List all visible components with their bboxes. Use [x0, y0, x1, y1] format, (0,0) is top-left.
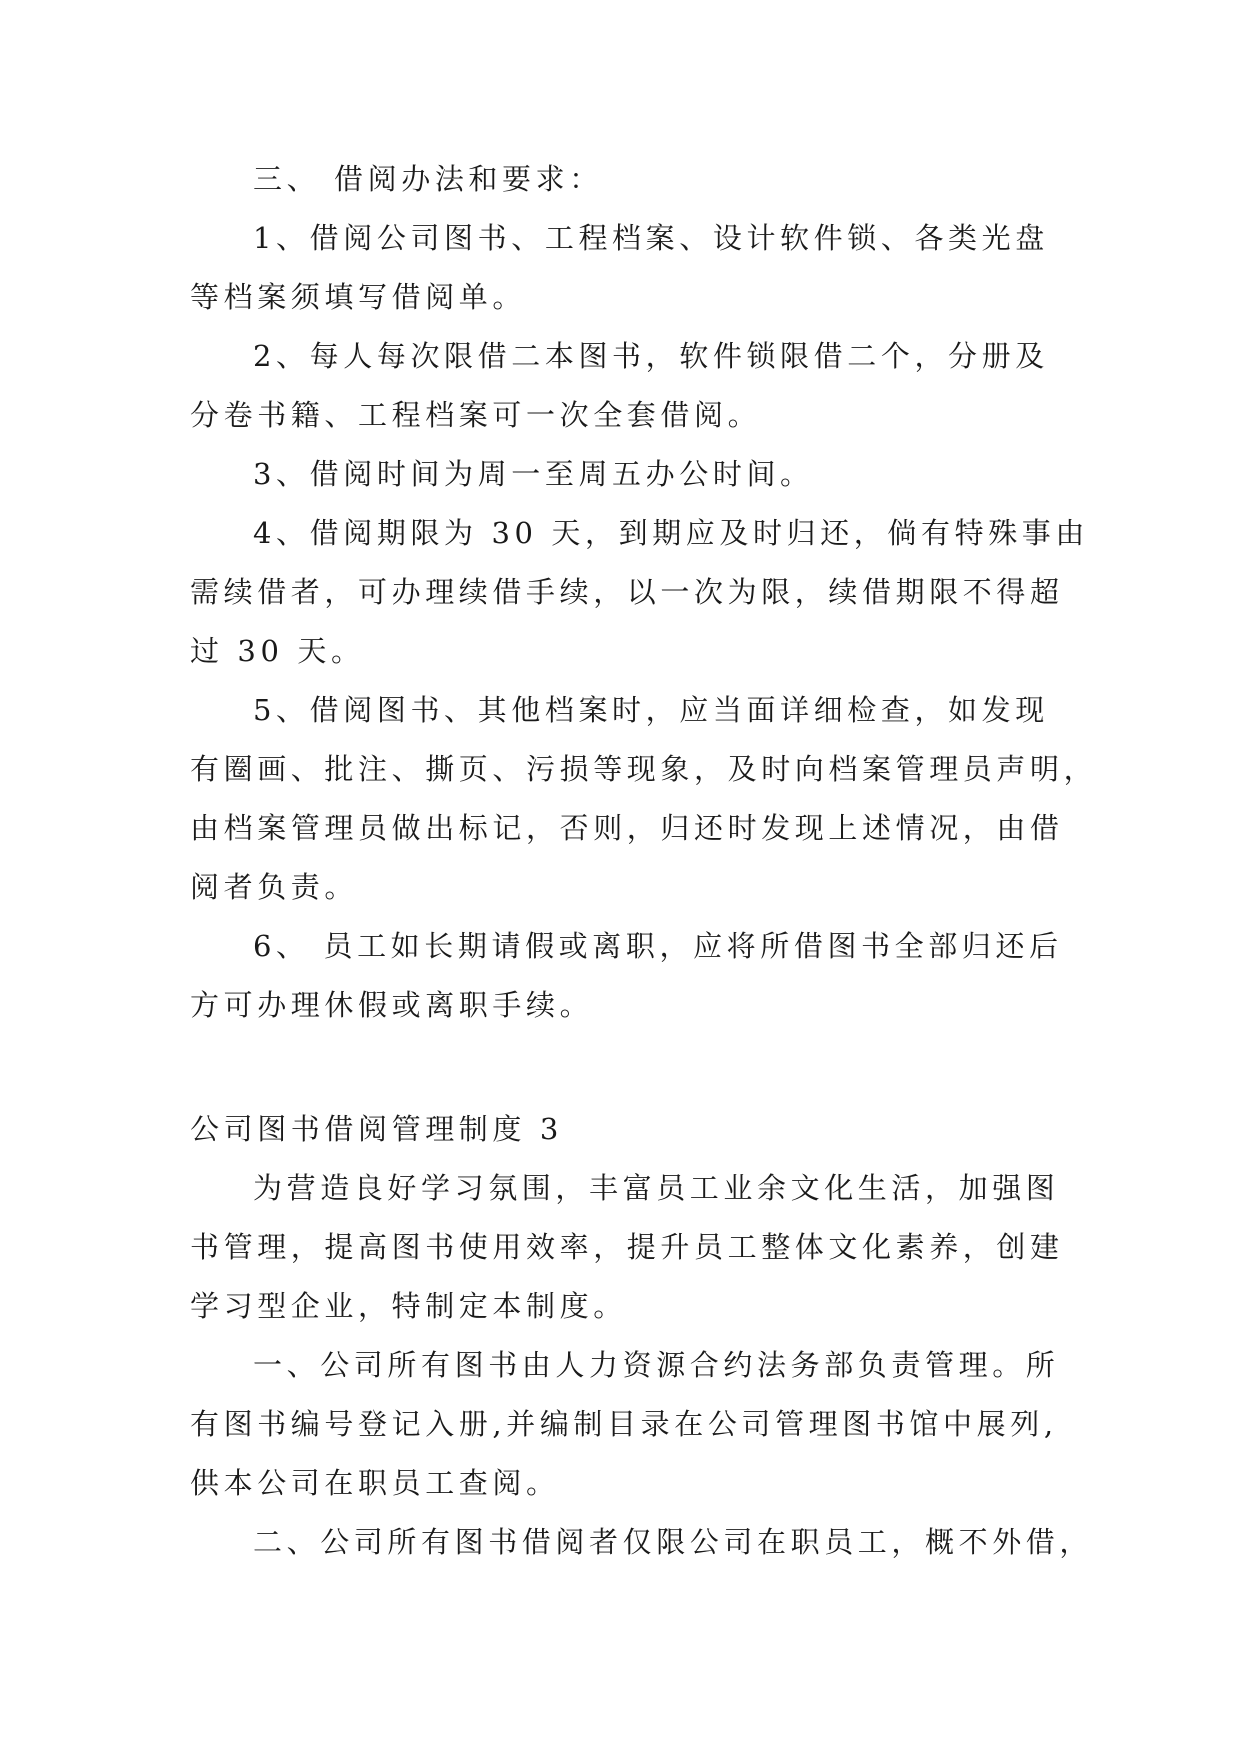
- rule-item-3-line-1: 3、借阅时间为周一至周五办公时间。: [253, 457, 814, 491]
- section-three-heading: [190, 150, 1050, 209]
- rule-item-5-line-2: 有圈画、批注、撕页、污损等现象，及时向档案管理员声明，: [190, 752, 1098, 786]
- rule-item-5-line-4: 阅者负责。: [190, 870, 359, 904]
- rule-one-paragraph: [190, 1336, 1060, 1513]
- rule-item-4-line-3: 过 30 天。: [190, 634, 365, 668]
- heading-text: 三、 借阅办法和要求：: [253, 162, 603, 196]
- intro-line-1: 为营造良好学习氛围，丰富员工业余文化生活，加强图: [253, 1171, 1060, 1205]
- rule-item-6-line-1: 6、 员工如长期请假或离职，应将所借图书全部归还后: [253, 929, 1063, 963]
- rule-item-6-line-2: 方可办理休假或离职手续。: [190, 988, 594, 1022]
- rule-item-4-line-1: 4、借阅期限为 30 天，到期应及时归还，倘有特殊事由: [253, 516, 1089, 550]
- rule-two-paragraph: [190, 1513, 1094, 1572]
- rule-item-1-line-1: 1、借阅公司图书、工程档案、设计软件锁、各类光盘: [253, 221, 1049, 255]
- rule-item-1: [190, 209, 1050, 327]
- intro-line-2: 书管理，提高图书使用效率，提升员工整体文化素养，创建: [190, 1230, 1064, 1264]
- rule-item-2: [190, 327, 1050, 445]
- rule-item-2-line-1: 2、每人每次限借二本图书，软件锁限借二个，分册及: [253, 339, 1049, 373]
- rule-item-4-line-2: 需续借者，可办理续借手续，以一次为限，续借期限不得超: [190, 575, 1064, 609]
- rule-item-2-line-2: 分卷书籍、工程档案可一次全套借阅。: [190, 398, 762, 432]
- rule-one-line-2: 有图书编号登记入册,并编制目录在公司管理图书馆中展列,: [190, 1407, 1058, 1441]
- section-title-text: 公司图书借阅管理制度 3: [190, 1112, 563, 1146]
- rule-item-5-line-1: 5、借阅图书、其他档案时，应当面详细检查，如发现: [253, 693, 1049, 727]
- section-title: [190, 1100, 1050, 1159]
- rule-item-5-line-3: 由档案管理员做出标记，否则，归还时发现上述情况，由借: [190, 811, 1064, 845]
- rule-two-line-1: 二、公司所有图书借阅者仅限公司在职员工，概不外借，: [253, 1525, 1094, 1559]
- rule-one-line-1: 一、公司所有图书由人力资源合约法务部负责管理。所: [253, 1348, 1060, 1382]
- rule-item-5: [190, 681, 1098, 917]
- intro-line-3: 学习型企业，特制定本制度。: [190, 1289, 627, 1323]
- rule-item-6: [190, 917, 1063, 1035]
- intro-paragraph: [190, 1159, 1064, 1336]
- rule-one-line-3: 供本公司在职员工查阅。: [190, 1466, 560, 1500]
- rule-item-1-line-2: 等档案须填写借阅单。: [190, 280, 527, 314]
- rule-item-4: [190, 504, 1089, 681]
- rule-item-3: [190, 445, 1050, 504]
